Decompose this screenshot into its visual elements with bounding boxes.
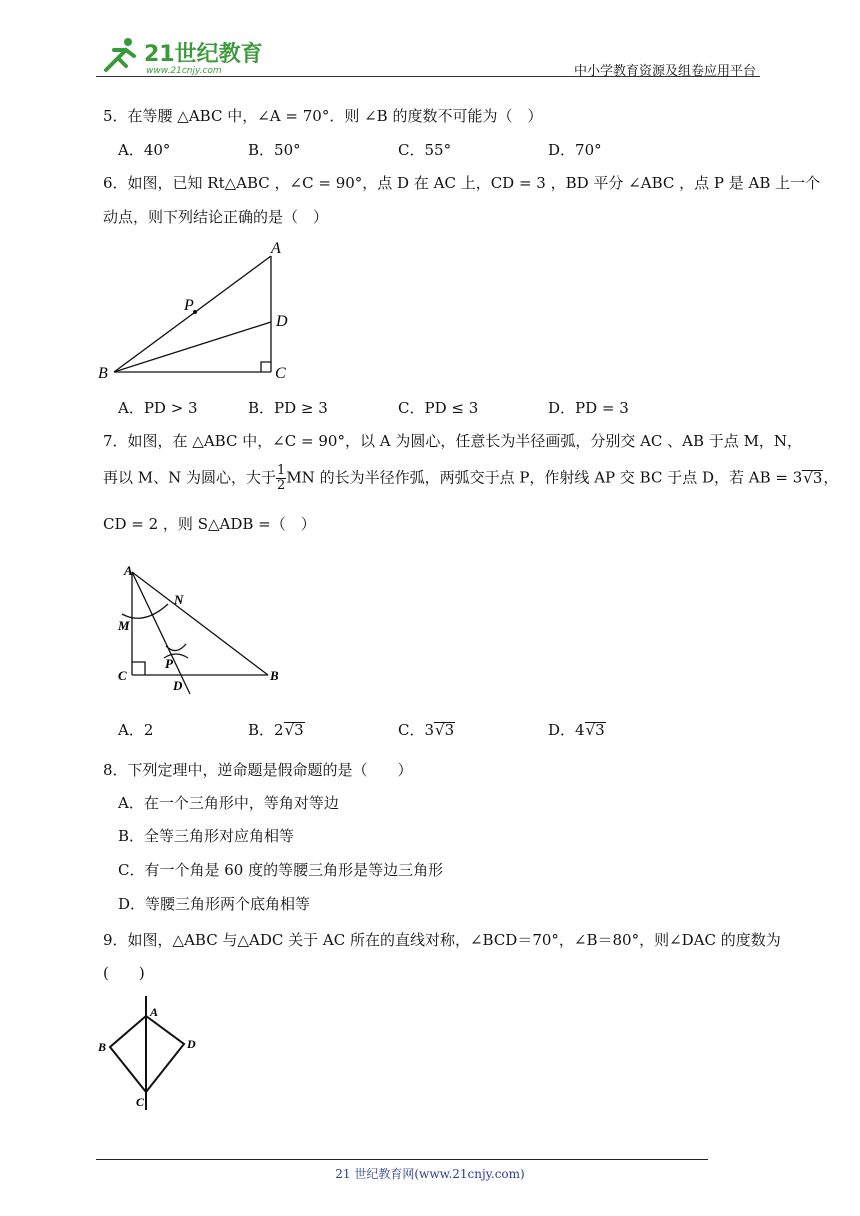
q9-label-d: D — [187, 1037, 196, 1051]
q7-side-ab — [132, 572, 268, 675]
q6-label-c: C — [275, 365, 286, 382]
q7-option-d-text: D．4 — [548, 721, 585, 739]
q6-side-ab — [114, 256, 271, 372]
q7-label-m: M — [118, 618, 130, 633]
q7-frac-num: 1 — [277, 463, 286, 478]
q7-label-d: D — [173, 678, 183, 693]
q7-option-b-sqrt: √3 — [284, 721, 304, 739]
q7-stem-line2-b: MN 的长为半径作弧，两弧交于点 P，作射线 AP 交 BC 于点 D，若 AB = 3 — [286, 468, 803, 487]
q7-sqrt: √3 — [803, 468, 823, 487]
q8-option-b: B．全等三角形对应角相等 — [118, 827, 295, 845]
q9-stem-line2: ( ) — [103, 964, 145, 982]
logo-title: 21世纪教育 — [144, 42, 263, 67]
q6-option-c: C．PD ≤ 3 — [398, 399, 479, 417]
q6-figure — [96, 236, 326, 386]
q7-label-b: B — [270, 668, 279, 683]
q6-stem-line1: 6．如图，已知 Rt△ABC ，∠C = 90°，点 D 在 AC 上，CD = 3 ，BD 平分 ∠ABC ，点 P 是 AB 上一个 — [103, 174, 821, 192]
q7-option-b-text: B．2 — [248, 721, 284, 739]
q7-option-c — [398, 720, 455, 740]
q7-label-p: P — [165, 656, 173, 671]
q8-option-a: A．在一个三角形中，等角对等边 — [118, 794, 339, 812]
q7-right-angle-mark — [132, 662, 145, 675]
q9-label-b: B — [98, 1040, 107, 1054]
q6-stem-line2: 动点，则下列结论正确的是（ ） — [103, 208, 329, 226]
q9-label-a: A — [150, 1005, 159, 1019]
q6-label-b: B — [98, 365, 108, 382]
q7-figure — [110, 558, 300, 698]
q9-label-c: C — [136, 1095, 145, 1109]
q6-line-bd — [114, 322, 271, 372]
runner-logo-icon — [106, 38, 134, 70]
q5-stem: 5．在等腰 △ABC 中，∠A = 70°．则 ∠B 的度数不可能为（ ） — [103, 107, 543, 125]
q7-option-b-rad: 3 — [294, 721, 304, 739]
q9-stem-line1: 9．如图，△ABC 与△ADC 关于 AC 所在的直线对称，∠BCD＝70°，∠B＝80°，则∠DAC 的度数为 — [103, 931, 781, 949]
q6-right-angle-mark — [261, 362, 271, 372]
q6-label-d: D — [276, 313, 288, 330]
q7-stem-line2 — [103, 464, 838, 493]
q7-fraction — [276, 464, 286, 493]
q7-stem-line2-c: ， — [823, 468, 839, 487]
q5-option-c: C．55° — [398, 141, 452, 159]
q7-option-c-rad: 3 — [444, 721, 455, 739]
q6-option-a: A．PD > 3 — [118, 399, 198, 417]
platform-name: 中小学教育资源及组卷应用平台 — [573, 64, 756, 79]
q7-option-d — [548, 720, 606, 740]
q7-sqrt-val: 3 — [812, 468, 823, 487]
q5-option-b: B．50° — [248, 141, 301, 159]
header-divider — [96, 76, 760, 77]
q6-label-a: A — [271, 240, 281, 257]
q7-option-c-text: C．3 — [398, 721, 435, 739]
q7-frac-den: 2 — [277, 478, 286, 493]
q7-stem-line1: 7．如图，在 △ABC 中，∠C = 90°，以 A 为圆心，任意长为半径画弧，分别交 AC 、AB 于点 M，N， — [103, 432, 803, 450]
q7-stem-line2-a: 再以 M、N 为圆心，大于 — [103, 468, 277, 487]
q5-option-a: A．40° — [118, 141, 171, 159]
logo — [96, 36, 266, 76]
q6-label-p: P — [184, 297, 194, 314]
q7-stem-line3: CD = 2 ，则 S△ADB =（ ） — [103, 515, 316, 533]
q7-option-a: A．2 — [118, 721, 154, 739]
q8-stem: 8．下列定理中，逆命题是假命题的是（ ） — [103, 761, 413, 779]
footer-text: 21 世纪教育网(www.21cnjy.com) — [335, 1167, 525, 1181]
q6-option-b: B．PD ≥ 3 — [248, 399, 328, 417]
q7-label-n: N — [174, 592, 184, 607]
logo-url: www.21cnjy.com — [146, 66, 222, 76]
q7-label-c: C — [118, 668, 127, 683]
q9-figure — [94, 992, 214, 1142]
q8-option-d: D．等腰三角形两个底角相等 — [118, 895, 311, 913]
q7-label-a: A — [124, 563, 133, 578]
q7-option-d-rad: 3 — [595, 721, 605, 739]
q7-option-b — [248, 720, 305, 740]
q8-option-c: C．有一个角是 60 度的等腰三角形是等边三角形 — [118, 861, 444, 879]
q7-option-d-sqrt: √3 — [585, 721, 605, 739]
q6-option-d: D．PD = 3 — [548, 399, 629, 417]
q7-arc-mn — [122, 604, 168, 618]
q5-option-d: D．70° — [548, 141, 602, 159]
footer-divider — [96, 1159, 708, 1160]
q7-option-c-sqrt: √3 — [435, 721, 455, 739]
q7-ray-ap — [132, 572, 190, 694]
